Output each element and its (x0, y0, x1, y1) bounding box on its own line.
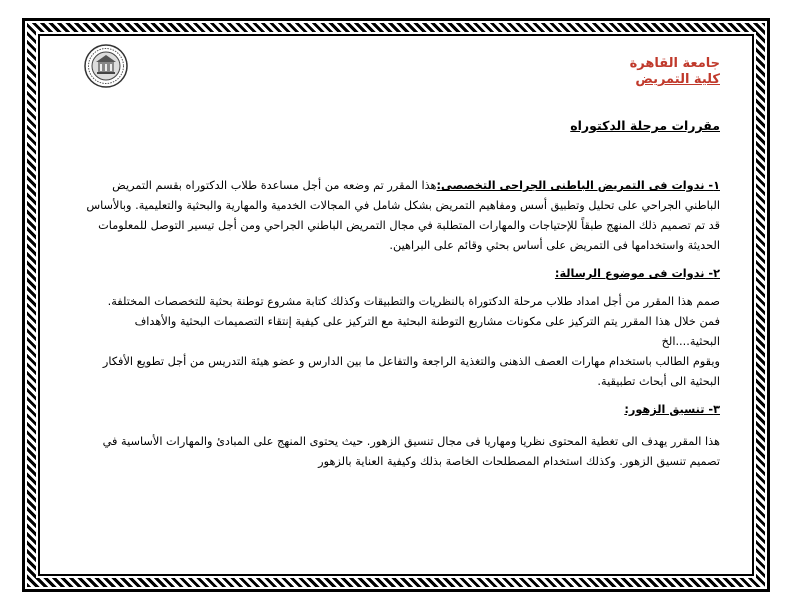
page-title: مقررات مرحلة الدكتوراه (570, 118, 720, 133)
section-2-paragraph-1: صمم هذا المقرر من أجل امداد طلاب مرحلة الدكتوراة بالنظريات والتطبيقات وكذلك كتابة مشروع توطنة بحثية للتخصصات المختلفة. (107, 295, 720, 308)
section-3-body: هذا المقرر يهدف الى تغطية المحتوى نظريا ومهاريا فى مجال تنسيق الزهور. حيث يحتوى المنهج على المبادئ والمهارات الأساسية في تصميم تنسيق الزهور. وكذلك استخدام المصطلحات الخاصة بذلك وكيفية العناية بالزهور (102, 435, 720, 468)
section-1-heading: ١- ندوات فى التمريض الباطنى الجراحى التخصصى: (436, 179, 720, 192)
header-institution (630, 56, 720, 88)
university-seal-icon (84, 44, 128, 88)
section-3-heading: ٣- تنسيق الزهور: (624, 403, 720, 416)
section-2-paragraph-3: ويقوم الطالب باستخدام مهارات العصف الذهنى والتغذية الراجعة والتفاعل ما بين الدارس و عضو هيئة التدريس من أجل تطويع الأفكار البحثية الى أبحاث تطبيقية. (102, 355, 720, 388)
faculty-name: كلية التمريض (635, 72, 720, 87)
section-2-paragraph-2: فمن خلال هذا المقرر يتم التركيز على مكونات مشاريع التوطنة البحثية مع التركيز على كيفية إنتقاء التصميمات البحثية والأهداف البحثية....الخ (134, 315, 720, 348)
section-1 (74, 176, 720, 256)
section-2-heading: ٢- ندوات فى موضوع الرسالة: (554, 267, 720, 280)
section-1-body: هذا المقرر تم وضعه من أجل مساعدة طلاب الدكتوراه بقسم التمريض الباطني الجراحي على تحليل وتطبيق أسس ومفاهيم التمريض بشكل شامل في المجالات الخدمية والمهارية والبحثية والتعليمية. وبالأساس قد تم تصميم ذلك المنهج طبقاً للإحتياجات والمهارات المتطلبة في مجال التمريض الباطني الجراحي ومن أجل تيسير التوصل للمعلومات الحديثة واستخدامها فى التمريض على أساس بحثي وقائم على البراهين. (86, 179, 720, 252)
university-name: جامعة القاهرة (629, 56, 720, 71)
document-body (74, 176, 720, 472)
